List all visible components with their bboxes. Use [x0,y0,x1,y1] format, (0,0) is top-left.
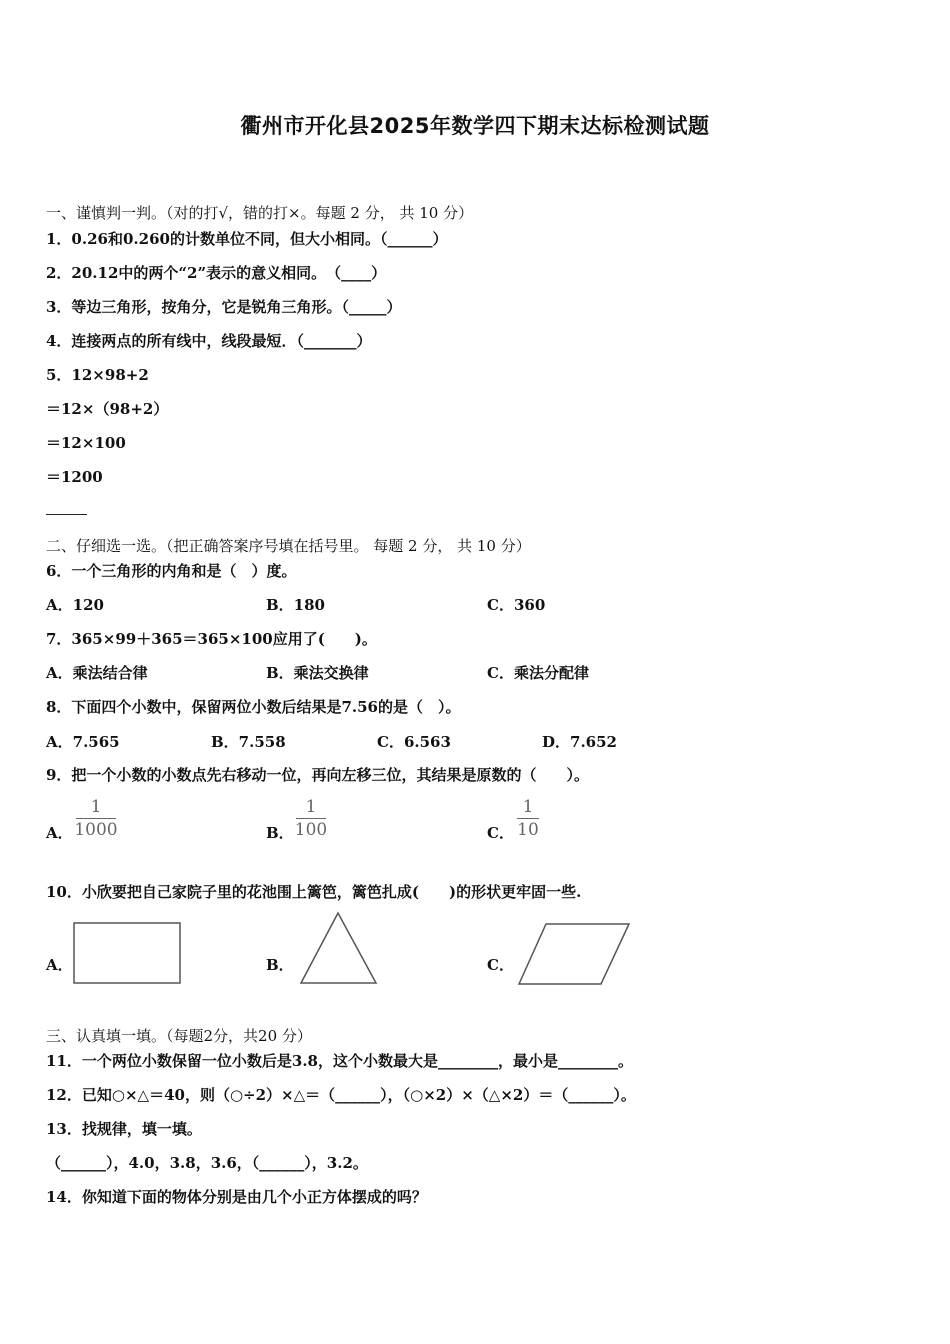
section-1-heading: 一、谨慎判一判。（对的打√，错的打×。每题 2 分， 共 10 分） [46,204,474,222]
q8-option-d: D．7.652 [542,733,617,751]
section-2-heading: 二、仔细选一选。（把正确答案序号填在括号里。 每题 2 分， 共 10 分） [46,537,531,555]
question-9: 9．把一个小数的小数点先右移动一位，再向左移三位，其结果是原数的（ ）。 [46,766,589,784]
q8-option-a: A．7.565 [46,733,120,751]
q6-option-a: A．120 [46,596,104,614]
question-7: 7．365×99＋365＝365×100应用了( )。 [46,630,377,648]
q9-fraction-c: 1 10 [517,797,539,840]
question-5-line-3: ＝12×100 [46,434,126,452]
triangle-shape [298,910,380,988]
rectangle-shape [72,921,184,987]
question-3: 3．等边三角形，按角分，它是锐角三角形。（_____） [46,298,402,316]
question-5-line-2: ＝12×（98+2） [46,400,169,418]
question-11: 11．一个两位小数保留一位小数后是3.8，这个小数最大是________，最小是________。 [46,1052,633,1070]
q9-fraction-b: 1 100 [294,797,328,840]
question-5-line-4: ＝1200 [46,468,103,486]
q6-option-c: C．360 [487,596,546,614]
q9-option-b: B． [266,824,294,842]
question-6: 6．一个三角形的内角和是（ ）度。 [46,562,297,580]
q10-option-c: C． [487,956,514,974]
q7-option-b: B．乘法交换律 [266,664,369,682]
question-13-sequence: （______），4.0，3.8，3.6，（______），3.2。 [46,1154,368,1172]
question-14: 14．你知道下面的物体分别是由几个小正方体摆成的吗？ [46,1188,427,1206]
q8-option-b: B．7.558 [211,733,286,751]
q9-fraction-a: 1 1000 [74,797,118,840]
q9-option-c: C． [487,824,514,842]
q7-option-c: C．乘法分配律 [487,664,589,682]
question-2: 2．20.12中的两个“2”表示的意义相同。 （____） [46,264,387,282]
q6-option-b: B．180 [266,596,325,614]
question-1: 1．0.26和0.260的计数单位不同，但大小相同。（______） [46,230,448,248]
question-8: 8．下面四个小数中，保留两位小数后结果是7.56的是（ ）。 [46,698,461,716]
question-5-line-1: 5．12×98+2 [46,366,149,384]
section-3-heading: 三、认真填一填。（每题2分，共20 分） [46,1027,312,1045]
question-10: 10．小欣要把自己家院子里的花池围上篱笆，篱笆扎成( )的形状更牢固一些. [46,883,582,901]
question-12: 12．已知○×△＝40，则（○÷2）×△＝（______），（○×2）×（△×2）＝（______）。 [46,1086,636,1104]
q10-option-b: B． [266,956,294,974]
question-4: 4．连接两点的所有线中，线段最短．（_______） [46,332,372,350]
q8-option-c: C．6.563 [377,733,451,751]
parallelogram-shape [516,921,632,987]
q10-option-a: A． [46,956,73,974]
q9-option-a: A． [46,824,73,842]
answer-blank-line [46,514,87,515]
question-13: 13．找规律，填一填。 [46,1120,202,1138]
q7-option-a: A．乘法结合律 [46,664,148,682]
page-title: 衢州市开化县2025年数学四下期末达标检测试题 [240,114,710,138]
